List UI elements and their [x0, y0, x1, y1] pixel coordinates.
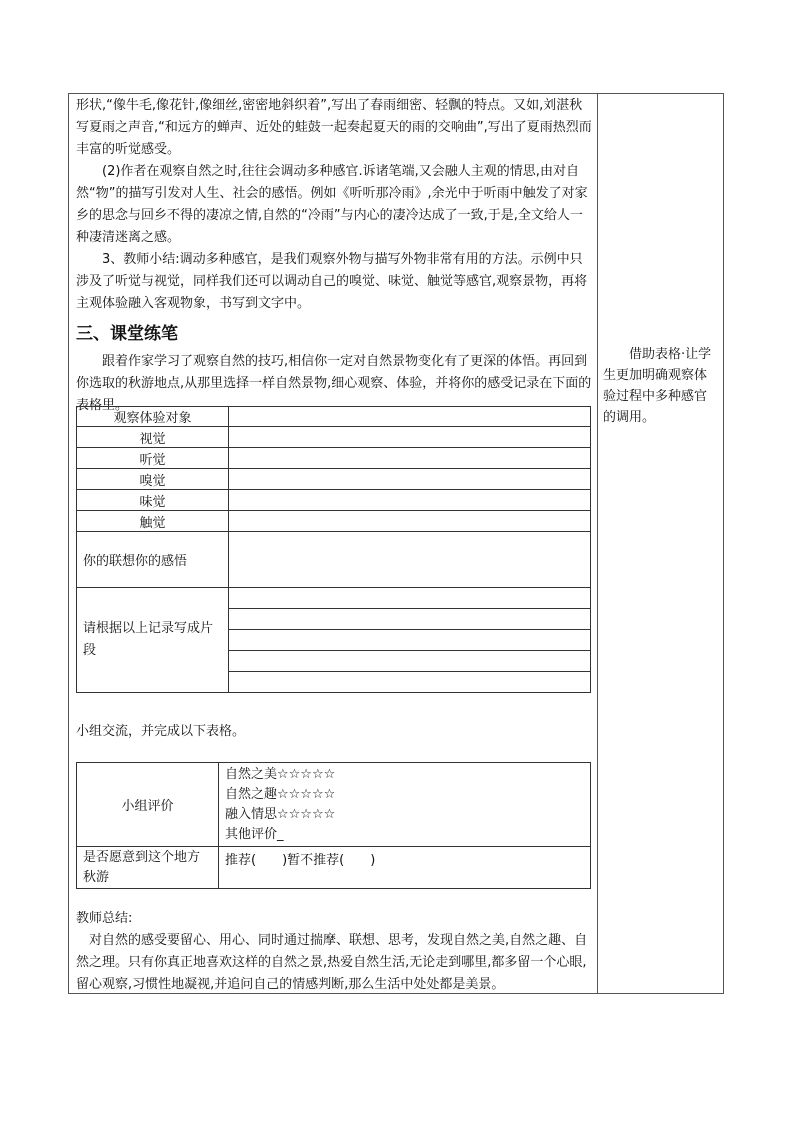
recommend-label: 是否愿意到这个地方秋游: [77, 847, 219, 889]
fragment-line[interactable]: [229, 588, 591, 609]
paragraph-teacher-summary: 3、教师小结:调动多种感官，是我们观察外物与描写外物非常有用的方法。示例中只涉及了听觉与视觉，同样我们还可以调动自己的嗅觉、味觉、触觉等感官,观察景物，再将主观体验融入客观物象，书写到文字中。: [76, 252, 588, 311]
paragraph-senses-emotion: (2)作者在观察自然之时,往往会调动多种感官.诉诸笔端,又会融人主观的情思,由对自然“物”的描写引发对人生、社会的感悟。例如《听听那冷雨》,余光中于听雨中触发了对家乡的思念与回乡不得的凄凉之情,自然的“冷雨”与内心的凄冷达成了一致,于是,全文给人一种凄清迷离之感。: [76, 164, 588, 245]
rating-emotion[interactable]: 融入情思☆☆☆☆☆: [225, 806, 336, 822]
rating-beauty[interactable]: 自然之美☆☆☆☆☆: [225, 766, 336, 782]
side-note-text: 借助表格·让学生更加明确观察体验过程中多种感官的调用。: [603, 347, 712, 425]
sense-touch: 触觉: [77, 511, 229, 532]
smell-input[interactable]: [229, 469, 591, 490]
recommend-choice[interactable]: 推荐( )暂不推荐( ): [219, 847, 591, 889]
fragment-line[interactable]: [229, 630, 591, 651]
fragment-label: 请根据以上记录写成片段: [77, 588, 229, 693]
fragment-line[interactable]: [229, 672, 591, 693]
fragment-line[interactable]: [229, 609, 591, 630]
observation-table: [76, 406, 591, 693]
sense-hearing: 听觉: [77, 448, 229, 469]
main-column: [76, 95, 592, 417]
summary-text: 对自然的感受要留心、用心、同时通过揣摩、联想、思考，发现自然之美,自然之趣、自然之理。只有你真正地喜欢这样的自然之景,热爱自然生活,无论走到哪里,都多留一个心眼,留心观察,习惯性地凝视,并追问自己的情感判断,那么生活中处处都是美景。: [76, 933, 588, 992]
column-divider: [597, 93, 598, 994]
summary-title: 教师总结:: [76, 911, 133, 926]
rating-interest[interactable]: 自然之趣☆☆☆☆☆: [225, 786, 336, 802]
hearing-input[interactable]: [229, 448, 591, 469]
group-note: 小组交流，并完成以下表格。: [76, 724, 246, 739]
observation-header: 观察体验对象: [77, 407, 229, 427]
association-input[interactable]: [229, 532, 591, 588]
touch-input[interactable]: [229, 511, 591, 532]
observation-input[interactable]: [229, 407, 591, 427]
sense-visual: 视觉: [77, 427, 229, 448]
teacher-summary: [76, 908, 592, 996]
side-note: [603, 344, 719, 428]
paragraph-spring-summer-rain: 形状,“像牛毛,像花针,像细丝,密密地斜织着”,写出了春雨细密、轻飘的特点。又如,刘湛秋写夏雨之声音,“和远方的蝉声、近处的蛙鼓一起奏起夏天的雨的交响曲”,写出了夏雨热烈而丰富的听觉感受。: [76, 98, 592, 157]
fragment-line[interactable]: [229, 651, 591, 672]
evaluation-table: [76, 762, 591, 889]
sense-taste: 味觉: [77, 490, 229, 511]
association-label: 你的联想你的感悟: [77, 532, 229, 588]
taste-input[interactable]: [229, 490, 591, 511]
sense-smell: 嗅觉: [77, 469, 229, 490]
section-heading: 三、课堂练笔: [76, 324, 178, 344]
rating-other[interactable]: 其他评价_: [225, 826, 284, 842]
practice-intro: 跟着作家学习了观察自然的技巧,相信你一定对自然景物变化有了更深的体悟。再回到你选取的秋游地点,从那里选择一样自然景物,细心观察、体验，并将你的感受记录在下面的表格里。: [76, 354, 592, 413]
visual-input[interactable]: [229, 427, 591, 448]
evaluation-label: 小组评价: [77, 763, 219, 847]
